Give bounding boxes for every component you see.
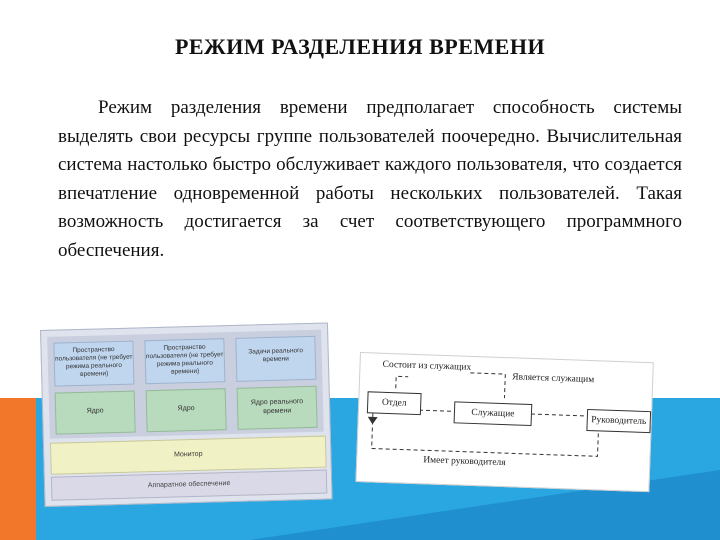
box-manager: Руководитель	[586, 409, 651, 433]
realtime-core-block: Ядро реального времени	[237, 386, 318, 430]
monitor-layer: Монитор	[50, 436, 327, 475]
hardware-layer: Аппаратное обеспечение	[51, 470, 328, 501]
orange-accent-bar	[0, 398, 36, 540]
body-paragraph: Режим разделения времени предполагает способность системы выделять свои ресурсы группе пользователей поочередно. Вычислительная система настолько быстро обслуживает каждого пользователя, что создается впечатление одновременной работы нескольких пользователей. Такая возможность достигается за счет соответствующего программного обеспечения.	[58, 97, 682, 261]
slide-title: РЕЖИМ РАЗДЕЛЕНИЯ ВРЕМЕНИ	[174, 34, 546, 59]
relationship-diagram	[355, 352, 653, 492]
label-has-manager: Имеет руководителя	[423, 455, 506, 469]
diagram-column-2	[140, 332, 231, 436]
user-space-block: Пространство пользователя (не требует режима реального времени)	[53, 341, 134, 387]
realtime-tasks-block: Задачи реального времени	[235, 336, 316, 382]
core-block: Ядро	[55, 391, 136, 435]
diagram-column-3	[231, 330, 322, 434]
core-block: Ядро	[146, 388, 227, 432]
box-department: Отдел	[367, 391, 422, 415]
label-consists-of-employees: Состоит из служащих	[382, 359, 472, 373]
user-space-block: Пространство пользователя (не требует режима реального времени)	[144, 338, 225, 384]
user-space-region	[47, 330, 324, 439]
diagram-column-1	[49, 334, 140, 438]
box-employees: Служащие	[454, 401, 533, 426]
os-structure-diagram	[40, 322, 333, 506]
label-is-employee: Является служащим	[512, 372, 595, 386]
